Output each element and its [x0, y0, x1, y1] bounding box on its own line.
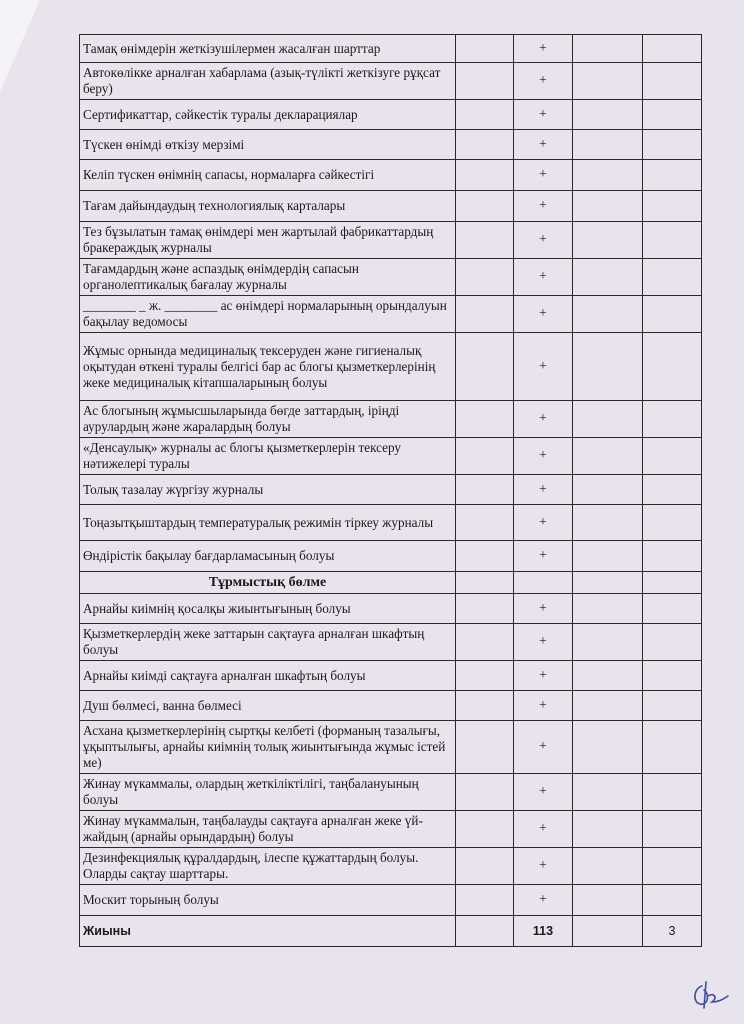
cell-empty — [456, 885, 514, 916]
cell-empty — [456, 661, 514, 691]
row-mark: + — [514, 541, 573, 572]
cell-empty — [573, 191, 643, 222]
table-row — [80, 848, 702, 885]
cell-empty — [643, 721, 702, 774]
cell-empty — [456, 594, 514, 624]
row-mark: + — [514, 35, 573, 63]
cell-empty — [643, 333, 702, 401]
row-mark: + — [514, 505, 573, 541]
table-row — [80, 191, 702, 222]
row-text: Асхана қызметкерлерінің сыртқы келбеті (форманың тазалығы, ұқыптылығы, арнайы киімнің толық жиынтығында жұмыс істей ме) — [80, 721, 456, 774]
row-text: Ас блогының жұмысшыларында бөгде заттардың, іріңді аурулардың және жаралардың болуы — [80, 401, 456, 438]
table-row — [80, 35, 702, 63]
cell-empty — [456, 259, 514, 296]
row-text: Москит торының болуы — [80, 885, 456, 916]
row-text: Келіп түскен өнімнің сапасы, нормаларға сәйкестігі — [80, 160, 456, 191]
cell-empty — [643, 811, 702, 848]
cell-empty — [573, 160, 643, 191]
row-text: Арнайы киімді сақтауға арналған шкафтың болуы — [80, 661, 456, 691]
cell-empty — [573, 691, 643, 721]
row-mark: + — [514, 811, 573, 848]
cell-empty — [573, 333, 643, 401]
cell-empty — [643, 100, 702, 130]
cell-empty — [643, 259, 702, 296]
cell-empty — [643, 624, 702, 661]
section-title: Тұрмыстық бөлме — [80, 572, 456, 594]
row-text: Жинау мүкаммалы, олардың жеткіліктілігі, таңбалануының болуы — [80, 774, 456, 811]
cell-empty — [573, 811, 643, 848]
table-row — [80, 259, 702, 296]
table-row — [80, 475, 702, 505]
row-text: Автокөлікке арналған хабарлама (азық-түлікті жеткізуге рұқсат беру) — [80, 63, 456, 100]
row-text: Өндірістік бақылау бағдарламасының болуы — [80, 541, 456, 572]
row-mark: + — [514, 691, 573, 721]
cell-empty — [456, 774, 514, 811]
table-row — [80, 130, 702, 160]
cell-empty — [643, 130, 702, 160]
row-text: Тез бұзылатын тамақ өнімдері мен жартылай фабрикаттардың бракераждық журналы — [80, 222, 456, 259]
row-text: Душ бөлмесі, ванна бөлмесі — [80, 691, 456, 721]
cell-empty — [573, 475, 643, 505]
row-text: Жинау мүкаммалын, таңбалауды сақтауға арналған жеке үй-жайдың (арнайы орындардың) болуы — [80, 811, 456, 848]
cell-empty — [643, 438, 702, 475]
cell-empty — [456, 691, 514, 721]
row-mark: + — [514, 401, 573, 438]
row-text: Жұмыс орнында медициналық тексеруден және гигиеналық оқытудан өткені туралы белгісі бар ас блогы қызметкерлерінің жеке медициналық кітапшаларының болуы — [80, 333, 456, 401]
row-text: Тоңазытқыштардың температуралық режимін тіркеу журналы — [80, 505, 456, 541]
table-row — [80, 691, 702, 721]
table-row — [80, 505, 702, 541]
cell-empty — [456, 624, 514, 661]
cell-empty — [456, 721, 514, 774]
table-row — [80, 811, 702, 848]
row-mark: + — [514, 594, 573, 624]
row-text: Тағамдардың және аспаздық өнімдердің сапасын органолептикалық бағалау журналы — [80, 259, 456, 296]
table-row — [80, 296, 702, 333]
cell-empty — [456, 191, 514, 222]
folded-corner — [0, 0, 40, 92]
row-mark: + — [514, 333, 573, 401]
row-mark: + — [514, 130, 573, 160]
cell-empty — [643, 774, 702, 811]
row-text: Толық тазалау жүргізу журналы — [80, 475, 456, 505]
table-row — [80, 774, 702, 811]
table-row — [80, 63, 702, 100]
cell-empty — [456, 333, 514, 401]
table-row — [80, 160, 702, 191]
cell-empty — [573, 848, 643, 885]
cell-empty — [456, 848, 514, 885]
row-text: Қызметкерлердің жеке заттарын сақтауға арналған шкафтың болуы — [80, 624, 456, 661]
cell-empty — [573, 296, 643, 333]
row-text: Түскен өнімді өткізу мерзімі — [80, 130, 456, 160]
cell-empty — [456, 100, 514, 130]
cell-empty — [573, 401, 643, 438]
cell-empty — [643, 63, 702, 100]
row-mark: + — [514, 100, 573, 130]
cell-empty — [456, 475, 514, 505]
total-row — [80, 916, 702, 947]
cell-empty — [456, 541, 514, 572]
cell-empty — [456, 222, 514, 259]
cell-empty — [456, 35, 514, 63]
cell-empty — [573, 63, 643, 100]
cell-empty — [573, 130, 643, 160]
cell-empty — [456, 438, 514, 475]
row-mark: + — [514, 624, 573, 661]
cell-empty — [643, 594, 702, 624]
cell-empty — [573, 624, 643, 661]
row-text: Дезинфекциялық құралдардың, ілеспе құжаттардың болуы. Оларды сақтау шарттары. — [80, 848, 456, 885]
row-mark: + — [514, 848, 573, 885]
row-mark: + — [514, 222, 573, 259]
cell-empty — [643, 160, 702, 191]
cell-empty — [643, 848, 702, 885]
table-row — [80, 438, 702, 475]
row-mark: + — [514, 160, 573, 191]
cell-empty — [573, 661, 643, 691]
table-row — [80, 333, 702, 401]
cell-empty — [643, 885, 702, 916]
cell-empty — [456, 505, 514, 541]
cell-empty — [573, 100, 643, 130]
row-mark: + — [514, 438, 573, 475]
cell-empty — [456, 130, 514, 160]
table-row — [80, 721, 702, 774]
total-label: Жиыны — [80, 916, 456, 947]
cell-empty — [643, 35, 702, 63]
row-text: Сертификаттар, сәйкестік туралы декларациялар — [80, 100, 456, 130]
row-text: Арнайы киімнің қосалқы жиынтығының болуы — [80, 594, 456, 624]
cell-empty — [643, 191, 702, 222]
cell-empty — [643, 661, 702, 691]
row-mark: + — [514, 191, 573, 222]
cell-empty — [456, 63, 514, 100]
table-row — [80, 661, 702, 691]
cell-empty — [573, 222, 643, 259]
checklist-table — [79, 34, 702, 947]
section-row — [80, 572, 702, 594]
row-mark: + — [514, 721, 573, 774]
row-mark: + — [514, 63, 573, 100]
cell-empty — [643, 222, 702, 259]
cell-empty — [573, 35, 643, 63]
cell-empty — [456, 401, 514, 438]
table-row — [80, 885, 702, 916]
row-text: Тамақ өнімдерін жеткізушілермен жасалған шарттар — [80, 35, 456, 63]
total-value-last: 3 — [643, 916, 702, 947]
cell-empty — [573, 541, 643, 572]
table-row — [80, 100, 702, 130]
row-mark: + — [514, 296, 573, 333]
signature-mark — [688, 978, 732, 1012]
table-row — [80, 222, 702, 259]
cell-empty — [643, 691, 702, 721]
row-mark: + — [514, 475, 573, 505]
total-value: 113 — [514, 916, 573, 947]
cell-empty — [456, 811, 514, 848]
row-mark: + — [514, 774, 573, 811]
row-mark: + — [514, 661, 573, 691]
cell-empty — [573, 774, 643, 811]
table-row — [80, 624, 702, 661]
cell-empty — [573, 505, 643, 541]
cell-empty — [643, 475, 702, 505]
row-mark: + — [514, 259, 573, 296]
table-row — [80, 594, 702, 624]
cell-empty — [456, 296, 514, 333]
row-mark: + — [514, 885, 573, 916]
table-row — [80, 401, 702, 438]
row-text: Тағам дайындаудың технологиялық карталары — [80, 191, 456, 222]
cell-empty — [573, 721, 643, 774]
cell-empty — [573, 885, 643, 916]
row-text: «Денсаулық» журналы ас блогы қызметкерлерін тексеру нәтижелері туралы — [80, 438, 456, 475]
cell-empty — [643, 296, 702, 333]
cell-empty — [573, 594, 643, 624]
cell-empty — [456, 160, 514, 191]
cell-empty — [643, 541, 702, 572]
cell-empty — [573, 438, 643, 475]
cell-empty — [643, 505, 702, 541]
table-row — [80, 541, 702, 572]
row-text: ________ _ ж. ________ ас өнімдері нормаларының орындалуын бақылау ведомосы — [80, 296, 456, 333]
cell-empty — [573, 259, 643, 296]
cell-empty — [643, 401, 702, 438]
